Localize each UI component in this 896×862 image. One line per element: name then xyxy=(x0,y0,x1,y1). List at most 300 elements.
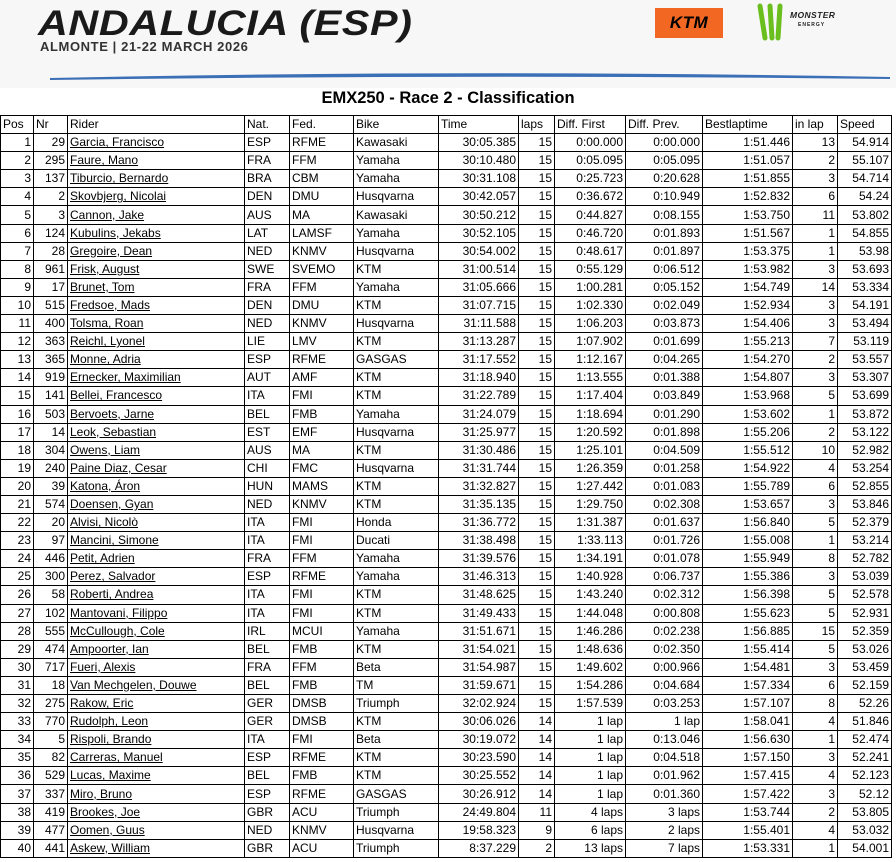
cell-bike: Ducati xyxy=(354,532,439,550)
cell-time: 30:50.212 xyxy=(439,206,519,224)
cell-rider[interactable]: Kubulins, Jekabs xyxy=(68,224,245,242)
cell-nr: 28 xyxy=(34,242,68,260)
cell-diff-prev: 0:00.000 xyxy=(626,134,703,152)
cell-time: 31:00.514 xyxy=(439,260,519,278)
cell-nr: 5 xyxy=(34,731,68,749)
cell-bestlaptime: 1:51.567 xyxy=(703,224,793,242)
cell-rider[interactable]: Rudolph, Leon xyxy=(68,713,245,731)
cell-time: 31:48.625 xyxy=(439,586,519,604)
cell-bike: KTM xyxy=(354,260,439,278)
cell-speed: 52.379 xyxy=(838,514,892,532)
cell-fed: RFME xyxy=(290,351,354,369)
cell-laps: 15 xyxy=(519,296,555,314)
cell-fed: FMI xyxy=(290,731,354,749)
cell-rider[interactable]: Brookes, Joe xyxy=(68,803,245,821)
cell-diff-prev: 0:08.155 xyxy=(626,206,703,224)
cell-speed: 53.557 xyxy=(838,351,892,369)
cell-in-lap: 3 xyxy=(793,749,838,767)
table-row xyxy=(1,532,892,550)
event-title: ANDALUCIA (ESP) xyxy=(38,4,413,43)
cell-laps: 15 xyxy=(519,586,555,604)
table-row xyxy=(1,767,892,785)
cell-diff-prev: 0:01.078 xyxy=(626,550,703,568)
cell-in-lap: 15 xyxy=(793,622,838,640)
cell-laps: 9 xyxy=(519,821,555,839)
cell-bestlaptime: 1:57.107 xyxy=(703,695,793,713)
cell-diff-prev: 0:02.049 xyxy=(626,296,703,314)
cell-bike: KTM xyxy=(354,296,439,314)
cell-rider[interactable]: Roberti, Andrea xyxy=(68,586,245,604)
monster-logo-text: MONSTER xyxy=(790,10,836,20)
cell-rider[interactable]: Bervoets, Jarne xyxy=(68,405,245,423)
cell-pos: 38 xyxy=(1,803,34,821)
cell-fed: FFM xyxy=(290,152,354,170)
table-row xyxy=(1,749,892,767)
cell-laps: 14 xyxy=(519,785,555,803)
table-row xyxy=(1,640,892,658)
cell-fed: DMU xyxy=(290,188,354,206)
cell-diff-first: 1:40.928 xyxy=(555,568,626,586)
cell-fed: DMU xyxy=(290,296,354,314)
cell-in-lap: 13 xyxy=(793,134,838,152)
cell-bike: Yamaha xyxy=(354,278,439,296)
cell-bestlaptime: 1:56.840 xyxy=(703,514,793,532)
cell-bestlaptime: 1:55.401 xyxy=(703,821,793,839)
cell-rider[interactable]: Faure, Mano xyxy=(68,152,245,170)
cell-nat: BEL xyxy=(245,640,290,658)
cell-time: 31:59.671 xyxy=(439,676,519,694)
table-row xyxy=(1,134,892,152)
cell-pos: 21 xyxy=(1,495,34,513)
cell-bike: Kawasaki xyxy=(354,134,439,152)
cell-pos: 17 xyxy=(1,423,34,441)
cell-rider[interactable]: Mancini, Simone xyxy=(68,532,245,550)
cell-diff-prev: 3 laps xyxy=(626,803,703,821)
cell-rider[interactable]: McCullough, Cole xyxy=(68,622,245,640)
cell-laps: 15 xyxy=(519,604,555,622)
cell-time: 31:30.486 xyxy=(439,441,519,459)
cell-diff-first: 1:12.167 xyxy=(555,351,626,369)
cell-speed: 54.914 xyxy=(838,134,892,152)
cell-speed: 53.119 xyxy=(838,333,892,351)
cell-in-lap: 3 xyxy=(793,658,838,676)
cell-pos: 36 xyxy=(1,767,34,785)
cell-fed: RFME xyxy=(290,785,354,803)
cell-in-lap: 3 xyxy=(793,315,838,333)
cell-time: 32:02.924 xyxy=(439,695,519,713)
table-row xyxy=(1,568,892,586)
cell-rider[interactable]: Brunet, Tom xyxy=(68,278,245,296)
table-row xyxy=(1,604,892,622)
cell-rider[interactable]: Van Mechgelen, Douwe xyxy=(68,676,245,694)
cell-bike: Triumph xyxy=(354,695,439,713)
cell-nat: EST xyxy=(245,423,290,441)
cell-rider[interactable]: Tiburcio, Bernardo xyxy=(68,170,245,188)
event-subtitle: ALMONTE | 21-22 MARCH 2026 xyxy=(40,39,249,54)
cell-rider[interactable]: Katona, Áron xyxy=(68,477,245,495)
table-row xyxy=(1,477,892,495)
col-header-laps: laps xyxy=(519,116,555,134)
cell-rider[interactable]: Oomen, Guus xyxy=(68,821,245,839)
cell-speed: 53.039 xyxy=(838,568,892,586)
cell-in-lap: 4 xyxy=(793,459,838,477)
cell-in-lap: 6 xyxy=(793,188,838,206)
table-row xyxy=(1,622,892,640)
cell-diff-first: 0:25.723 xyxy=(555,170,626,188)
cell-rider[interactable]: Rispoli, Brando xyxy=(68,731,245,749)
col-header-in-lap: in lap xyxy=(793,116,838,134)
cell-diff-first: 6 laps xyxy=(555,821,626,839)
cell-diff-first: 1:00.281 xyxy=(555,278,626,296)
cell-time: 31:11.588 xyxy=(439,315,519,333)
cell-in-lap: 3 xyxy=(793,369,838,387)
cell-diff-prev: 0:01.893 xyxy=(626,224,703,242)
cell-time: 31:24.079 xyxy=(439,405,519,423)
cell-laps: 14 xyxy=(519,731,555,749)
cell-bestlaptime: 1:55.386 xyxy=(703,568,793,586)
cell-bestlaptime: 1:51.057 xyxy=(703,152,793,170)
cell-time: 31:36.772 xyxy=(439,514,519,532)
cell-nr: 295 xyxy=(34,152,68,170)
cell-in-lap: 1 xyxy=(793,532,838,550)
cell-rider[interactable]: Perez, Salvador xyxy=(68,568,245,586)
cell-time: 30:54.002 xyxy=(439,242,519,260)
cell-bike: Yamaha xyxy=(354,550,439,568)
cell-fed: RFME xyxy=(290,749,354,767)
cell-laps: 15 xyxy=(519,242,555,260)
cell-in-lap: 5 xyxy=(793,387,838,405)
cell-time: 31:07.715 xyxy=(439,296,519,314)
cell-laps: 15 xyxy=(519,568,555,586)
cell-diff-first: 1:34.191 xyxy=(555,550,626,568)
cell-bike: Husqvarna xyxy=(354,459,439,477)
cell-laps: 11 xyxy=(519,803,555,821)
cell-time: 24:49.804 xyxy=(439,803,519,821)
cell-pos: 33 xyxy=(1,713,34,731)
cell-in-lap: 2 xyxy=(793,803,838,821)
cell-time: 31:46.313 xyxy=(439,568,519,586)
cell-bike: Beta xyxy=(354,658,439,676)
cell-rider[interactable]: Petit, Adrien xyxy=(68,550,245,568)
cell-speed: 53.026 xyxy=(838,640,892,658)
cell-diff-first: 1:44.048 xyxy=(555,604,626,622)
cell-diff-first: 1 lap xyxy=(555,713,626,731)
cell-speed: 53.846 xyxy=(838,495,892,513)
cell-nat: SWE xyxy=(245,260,290,278)
cell-rider[interactable]: Fredsoe, Mads xyxy=(68,296,245,314)
cell-in-lap: 1 xyxy=(793,839,838,857)
cell-time: 31:25.977 xyxy=(439,423,519,441)
cell-bestlaptime: 1:56.398 xyxy=(703,586,793,604)
cell-time: 19:58.323 xyxy=(439,821,519,839)
cell-bestlaptime: 1:53.375 xyxy=(703,242,793,260)
cell-nr: 102 xyxy=(34,604,68,622)
table-row xyxy=(1,459,892,477)
cell-pos: 37 xyxy=(1,785,34,803)
cell-rider[interactable]: Ampoorter, Ian xyxy=(68,640,245,658)
cell-pos: 25 xyxy=(1,568,34,586)
cell-diff-prev: 0:01.962 xyxy=(626,767,703,785)
table-row xyxy=(1,333,892,351)
cell-time: 31:31.744 xyxy=(439,459,519,477)
table-row xyxy=(1,731,892,749)
cell-fed: FMB xyxy=(290,767,354,785)
cell-pos: 12 xyxy=(1,333,34,351)
cell-bestlaptime: 1:55.789 xyxy=(703,477,793,495)
cell-laps: 15 xyxy=(519,333,555,351)
cell-nat: IRL xyxy=(245,622,290,640)
table-row xyxy=(1,170,892,188)
cell-pos: 19 xyxy=(1,459,34,477)
cell-time: 30:52.105 xyxy=(439,224,519,242)
cell-speed: 52.855 xyxy=(838,477,892,495)
col-header-rider: Rider xyxy=(68,116,245,134)
cell-rider[interactable]: Leok, Sebastian xyxy=(68,423,245,441)
cell-rider[interactable]: Cannon, Jake xyxy=(68,206,245,224)
cell-nr: 275 xyxy=(34,695,68,713)
cell-time: 31:05.666 xyxy=(439,278,519,296)
cell-nr: 363 xyxy=(34,333,68,351)
cell-in-lap: 8 xyxy=(793,695,838,713)
cell-in-lap: 5 xyxy=(793,514,838,532)
cell-fed: FMB xyxy=(290,405,354,423)
cell-diff-first: 1 lap xyxy=(555,731,626,749)
cell-nat: ESP xyxy=(245,351,290,369)
cell-nr: 515 xyxy=(34,296,68,314)
cell-in-lap: 1 xyxy=(793,405,838,423)
cell-speed: 52.359 xyxy=(838,622,892,640)
cell-fed: DMSB xyxy=(290,695,354,713)
cell-bestlaptime: 1:53.331 xyxy=(703,839,793,857)
table-row xyxy=(1,152,892,170)
cell-pos: 14 xyxy=(1,369,34,387)
cell-diff-first: 1:54.286 xyxy=(555,676,626,694)
cell-speed: 54.001 xyxy=(838,839,892,857)
cell-fed: CBM xyxy=(290,170,354,188)
table-row xyxy=(1,369,892,387)
cell-bike: Husqvarna xyxy=(354,188,439,206)
cell-in-lap: 6 xyxy=(793,477,838,495)
cell-nat: BEL xyxy=(245,767,290,785)
cell-in-lap: 1 xyxy=(793,242,838,260)
cell-speed: 52.982 xyxy=(838,441,892,459)
cell-diff-prev: 0:06.512 xyxy=(626,260,703,278)
cell-fed: KNMV xyxy=(290,242,354,260)
cell-speed: 52.241 xyxy=(838,749,892,767)
cell-laps: 15 xyxy=(519,441,555,459)
cell-bestlaptime: 1:53.602 xyxy=(703,405,793,423)
cell-speed: 52.931 xyxy=(838,604,892,622)
cell-rider[interactable]: Carreras, Manuel xyxy=(68,749,245,767)
cell-in-lap: 10 xyxy=(793,441,838,459)
cell-rider[interactable]: Paine Diaz, Cesar xyxy=(68,459,245,477)
cell-bike: Husqvarna xyxy=(354,423,439,441)
cell-rider[interactable]: Ernecker, Maximilian xyxy=(68,369,245,387)
cell-bestlaptime: 1:54.270 xyxy=(703,351,793,369)
col-header-pos: Pos xyxy=(1,116,34,134)
cell-bestlaptime: 1:53.968 xyxy=(703,387,793,405)
cell-rider[interactable]: Gregoire, Dean xyxy=(68,242,245,260)
cell-laps: 15 xyxy=(519,459,555,477)
cell-nat: FRA xyxy=(245,278,290,296)
cell-diff-first: 1:20.592 xyxy=(555,423,626,441)
cell-bestlaptime: 1:53.744 xyxy=(703,803,793,821)
cell-bestlaptime: 1:51.446 xyxy=(703,134,793,152)
cell-nat: LIE xyxy=(245,333,290,351)
cell-speed: 53.494 xyxy=(838,315,892,333)
cell-laps: 14 xyxy=(519,767,555,785)
cell-rider[interactable]: Monne, Adria xyxy=(68,351,245,369)
cell-nat: FRA xyxy=(245,152,290,170)
event-header xyxy=(0,0,896,88)
cell-bike: Honda xyxy=(354,514,439,532)
cell-speed: 53.122 xyxy=(838,423,892,441)
cell-diff-prev: 7 laps xyxy=(626,839,703,857)
cell-rider[interactable]: Owens, Liam xyxy=(68,441,245,459)
cell-pos: 24 xyxy=(1,550,34,568)
col-header-speed: Speed xyxy=(838,116,892,134)
cell-nat: BRA xyxy=(245,170,290,188)
cell-diff-prev: 0:13.046 xyxy=(626,731,703,749)
cell-rider[interactable]: Bellei, Francesco xyxy=(68,387,245,405)
cell-fed: FFM xyxy=(290,658,354,676)
cell-nat: NED xyxy=(245,821,290,839)
cell-bike: Yamaha xyxy=(354,405,439,423)
cell-rider[interactable]: Mantovani, Filippo xyxy=(68,604,245,622)
cell-bike: Husqvarna xyxy=(354,821,439,839)
cell-fed: RFME xyxy=(290,134,354,152)
cell-speed: 54.24 xyxy=(838,188,892,206)
cell-bike: KTM xyxy=(354,369,439,387)
cell-speed: 53.805 xyxy=(838,803,892,821)
cell-time: 31:49.433 xyxy=(439,604,519,622)
col-header-nr: Nr xyxy=(34,116,68,134)
cell-diff-prev: 0:03.253 xyxy=(626,695,703,713)
col-header-fed: Fed. xyxy=(290,116,354,134)
cell-time: 30:10.480 xyxy=(439,152,519,170)
cell-diff-first: 1:06.203 xyxy=(555,315,626,333)
cell-diff-first: 0:44.827 xyxy=(555,206,626,224)
cell-bestlaptime: 1:55.206 xyxy=(703,423,793,441)
cell-diff-prev: 0:04.509 xyxy=(626,441,703,459)
cell-speed: 53.214 xyxy=(838,532,892,550)
cell-nr: 574 xyxy=(34,495,68,513)
cell-rider[interactable]: Garcia, Francisco xyxy=(68,134,245,152)
cell-bike: KTM xyxy=(354,713,439,731)
table-row xyxy=(1,188,892,206)
cell-time: 8:37.229 xyxy=(439,839,519,857)
cell-fed: MA xyxy=(290,441,354,459)
cell-nr: 39 xyxy=(34,477,68,495)
cell-nr: 97 xyxy=(34,532,68,550)
cell-speed: 53.699 xyxy=(838,387,892,405)
cell-pos: 29 xyxy=(1,640,34,658)
cell-diff-first: 1:25.101 xyxy=(555,441,626,459)
cell-rider[interactable]: Askew, William xyxy=(68,839,245,857)
cell-laps: 2 xyxy=(519,839,555,857)
table-row xyxy=(1,315,892,333)
table-row xyxy=(1,550,892,568)
cell-rider[interactable]: Rakow, Eric xyxy=(68,695,245,713)
ktm-logo: KTM xyxy=(655,8,723,38)
cell-nat: ESP xyxy=(245,568,290,586)
cell-time: 30:26.912 xyxy=(439,785,519,803)
cell-bike: KTM xyxy=(354,749,439,767)
col-header-time: Time xyxy=(439,116,519,134)
col-header-diff-first: Diff. First xyxy=(555,116,626,134)
cell-bestlaptime: 1:54.749 xyxy=(703,278,793,296)
cell-fed: KNMV xyxy=(290,495,354,513)
cell-nr: 503 xyxy=(34,405,68,423)
cell-rider[interactable]: Doensen, Gyan xyxy=(68,495,245,513)
cell-diff-first: 1:18.694 xyxy=(555,405,626,423)
classification-table xyxy=(0,115,892,858)
cell-rider[interactable]: Skovbjerg, Nicolai xyxy=(68,188,245,206)
cell-pos: 4 xyxy=(1,188,34,206)
cell-diff-prev: 1 lap xyxy=(626,713,703,731)
cell-nat: NED xyxy=(245,315,290,333)
cell-bestlaptime: 1:56.630 xyxy=(703,731,793,749)
cell-in-lap: 5 xyxy=(793,640,838,658)
cell-nr: 29 xyxy=(34,134,68,152)
cell-pos: 30 xyxy=(1,658,34,676)
cell-pos: 31 xyxy=(1,676,34,694)
cell-nat: ESP xyxy=(245,749,290,767)
cell-rider[interactable]: Miro, Bruno xyxy=(68,785,245,803)
cell-bestlaptime: 1:54.481 xyxy=(703,658,793,676)
cell-fed: ACU xyxy=(290,839,354,857)
cell-diff-first: 1 lap xyxy=(555,785,626,803)
cell-pos: 35 xyxy=(1,749,34,767)
cell-laps: 15 xyxy=(519,224,555,242)
cell-bike: Husqvarna xyxy=(354,242,439,260)
cell-nat: DEN xyxy=(245,188,290,206)
cell-diff-prev: 0:01.726 xyxy=(626,532,703,550)
cell-speed: 52.782 xyxy=(838,550,892,568)
cell-laps: 15 xyxy=(519,206,555,224)
classification-table-body xyxy=(1,134,892,858)
table-row xyxy=(1,278,892,296)
cell-bestlaptime: 1:52.934 xyxy=(703,296,793,314)
cell-rider[interactable]: Reichl, Lyonel xyxy=(68,333,245,351)
cell-speed: 52.12 xyxy=(838,785,892,803)
cell-bike: Triumph xyxy=(354,839,439,857)
cell-speed: 51.846 xyxy=(838,713,892,731)
cell-bestlaptime: 1:54.922 xyxy=(703,459,793,477)
cell-rider[interactable]: Frisk, August xyxy=(68,260,245,278)
cell-nr: 18 xyxy=(34,676,68,694)
cell-nr: 474 xyxy=(34,640,68,658)
cell-rider[interactable]: Fueri, Alexis xyxy=(68,658,245,676)
col-header-diff-prev: Diff. Prev. xyxy=(626,116,703,134)
cell-in-lap: 2 xyxy=(793,351,838,369)
cell-nat: ITA xyxy=(245,731,290,749)
cell-pos: 11 xyxy=(1,315,34,333)
table-row xyxy=(1,514,892,532)
cell-diff-prev: 0:02.312 xyxy=(626,586,703,604)
cell-time: 31:35.135 xyxy=(439,495,519,513)
cell-diff-prev: 0:10.949 xyxy=(626,188,703,206)
cell-rider[interactable]: Tolsma, Roan xyxy=(68,315,245,333)
cell-time: 30:06.026 xyxy=(439,713,519,731)
cell-in-lap: 4 xyxy=(793,713,838,731)
cell-rider[interactable]: Alvisi, Nicolò xyxy=(68,514,245,532)
cell-fed: FMC xyxy=(290,459,354,477)
cell-bike: Husqvarna xyxy=(354,315,439,333)
cell-nat: ESP xyxy=(245,134,290,152)
cell-rider[interactable]: Lucas, Maxime xyxy=(68,767,245,785)
cell-nr: 304 xyxy=(34,441,68,459)
